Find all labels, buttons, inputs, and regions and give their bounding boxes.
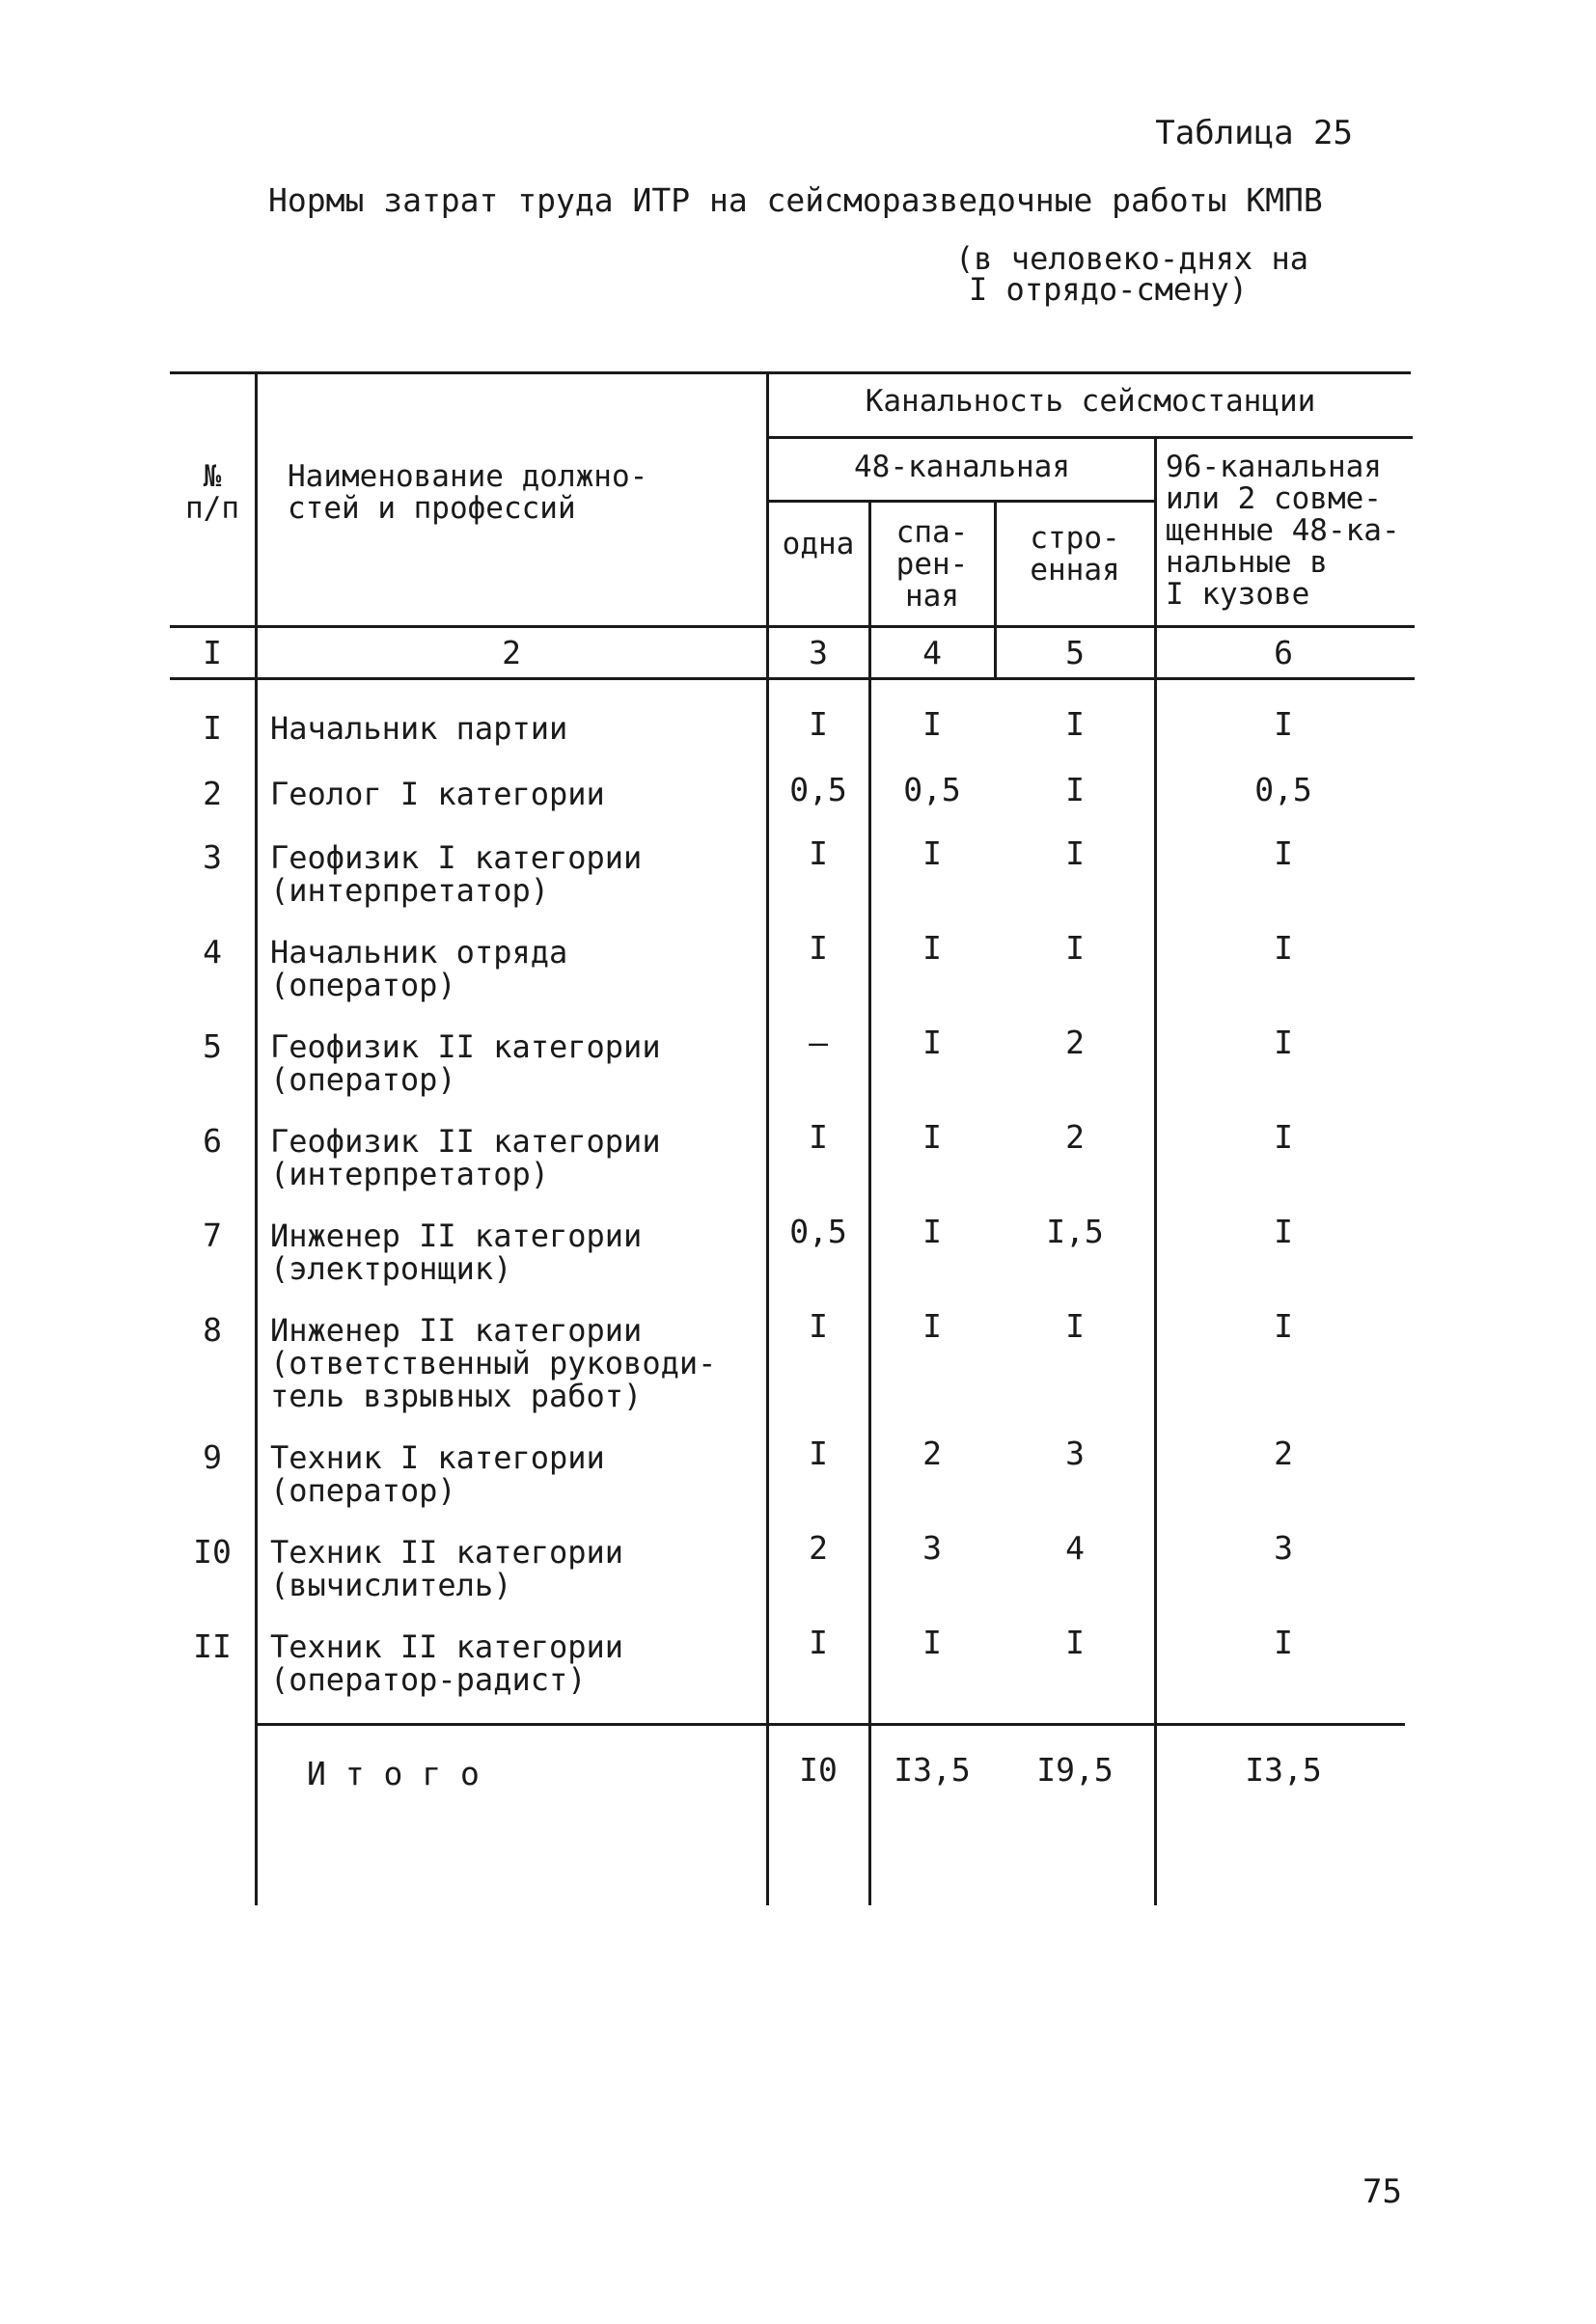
row-position-name xyxy=(270,1030,661,1096)
row-value-1: 0,5 xyxy=(789,771,847,808)
unit-note-line2: I отрядо-смену) xyxy=(969,271,1248,308)
row-value-2: I xyxy=(922,834,942,872)
row-number: I xyxy=(203,709,222,747)
row-position-name-line: Геофизик II категории xyxy=(270,1123,661,1160)
row-value-3: I xyxy=(1065,834,1085,872)
row-value-4: I xyxy=(1274,705,1293,743)
row-value-3: I xyxy=(1065,771,1085,808)
index-cell-4: 4 xyxy=(922,634,942,671)
row-value-2: I xyxy=(922,1624,942,1661)
row-value-1: I xyxy=(809,929,828,967)
row-number: 2 xyxy=(203,775,222,812)
row-position-name xyxy=(270,1219,642,1285)
row-value-4: I xyxy=(1274,1307,1293,1345)
row-position-name xyxy=(270,1125,661,1190)
row-value-1: I xyxy=(809,1435,828,1472)
row-value-2: I xyxy=(922,1118,942,1156)
row-position-name xyxy=(270,1314,716,1412)
row-position-name-line: Геолог I категории xyxy=(270,776,605,812)
row-number: 3 xyxy=(203,838,222,876)
row-value-2: I xyxy=(922,705,942,743)
index-cell-5: 5 xyxy=(1065,634,1085,671)
index-cell-2: 2 xyxy=(502,634,521,671)
header-bottom-rule xyxy=(170,625,1415,628)
total-label: И т о г о xyxy=(307,1755,480,1792)
row-number: 4 xyxy=(203,933,222,971)
row-value-4: 2 xyxy=(1274,1435,1293,1472)
row-number: 5 xyxy=(203,1027,222,1065)
row-position-name-line: (интерпретатор) xyxy=(270,1156,549,1192)
total-tripled: I9,5 xyxy=(1036,1751,1114,1789)
col-divider-1 xyxy=(255,371,258,1905)
unit-note-line1: (в человеко-днях на xyxy=(955,240,1309,277)
row-position-name-line: (оператор) xyxy=(270,967,456,1003)
row-value-2: 2 xyxy=(922,1435,942,1472)
row-value-4: 0,5 xyxy=(1254,771,1312,808)
row-number: II xyxy=(193,1627,232,1665)
row-value-3: I,5 xyxy=(1046,1213,1104,1250)
row-value-3: 2 xyxy=(1065,1024,1085,1061)
row-value-1: I xyxy=(809,1118,828,1156)
row-value-4: I xyxy=(1274,1118,1293,1156)
header-one: одна xyxy=(782,527,855,561)
row-position-name xyxy=(270,712,567,745)
total-rule xyxy=(257,1723,1405,1726)
header-tripled: стро- енная xyxy=(1030,521,1120,588)
row-value-1: – xyxy=(809,1024,828,1061)
row-number: 6 xyxy=(203,1122,222,1160)
table-label: Таблица 25 xyxy=(1155,114,1353,152)
total-paired: I3,5 xyxy=(894,1751,971,1789)
index-row-rule xyxy=(170,677,1415,680)
row-position-name-line: Геофизик II категории xyxy=(270,1028,661,1065)
row-number: I0 xyxy=(193,1533,232,1571)
row-value-1: 0,5 xyxy=(789,1213,847,1250)
row-position-name-line: (ответственный руководи- xyxy=(270,1345,717,1381)
row-value-3: I xyxy=(1065,1307,1085,1345)
row-value-4: I xyxy=(1274,1624,1293,1661)
row-position-name xyxy=(270,1536,623,1601)
index-cell-3: 3 xyxy=(809,634,828,671)
row-position-name xyxy=(270,936,567,1001)
row-value-3: 4 xyxy=(1065,1529,1085,1567)
header-name: Наименование должно- стей и профессий xyxy=(288,459,648,526)
table-top-rule xyxy=(170,371,1411,374)
row-position-name-line: Инженер II категории xyxy=(270,1312,643,1349)
index-cell-6: 6 xyxy=(1274,634,1293,671)
row-position-name-line: Инженер II категории xyxy=(270,1217,643,1254)
header-48: 48-канальная xyxy=(854,450,1070,484)
document-title: Нормы затрат труда ИТР на сейсморазведочные работы КМПВ xyxy=(268,181,1323,219)
row-number: 9 xyxy=(203,1438,222,1476)
row-value-2: I xyxy=(922,1307,942,1345)
unit-note xyxy=(955,240,1309,308)
page-number: 75 xyxy=(1362,2173,1402,2211)
row-value-4: I xyxy=(1274,929,1293,967)
header-96: 96-канальная или 2 совме- щенные 48-ка- нальные в I кузове xyxy=(1166,450,1400,612)
index-cell-1: I xyxy=(203,634,222,671)
row-value-1: I xyxy=(809,834,828,872)
row-position-name xyxy=(270,1441,605,1507)
row-number: 7 xyxy=(203,1217,222,1254)
group-header-rule xyxy=(768,436,1413,439)
row-position-name-line: (оператор-радист) xyxy=(270,1661,587,1698)
row-value-2: I xyxy=(922,929,942,967)
row-value-3: 2 xyxy=(1065,1118,1085,1156)
row-position-name-line: (оператор) xyxy=(270,1472,456,1509)
row-value-4: 3 xyxy=(1274,1529,1293,1567)
row-position-name-line: (вычислитель) xyxy=(270,1567,512,1603)
row-number: 8 xyxy=(203,1311,222,1349)
row-value-1: 2 xyxy=(809,1529,828,1567)
row-position-name xyxy=(270,841,642,907)
total-96: I3,5 xyxy=(1245,1751,1322,1789)
subgroup-rule xyxy=(768,500,1156,503)
row-value-2: 3 xyxy=(922,1529,942,1567)
row-position-name-line: (оператор) xyxy=(270,1061,456,1098)
row-value-1: I xyxy=(809,1624,828,1661)
row-value-2: I xyxy=(922,1024,942,1061)
row-value-3: I xyxy=(1065,929,1085,967)
row-position-name-line: тель взрывных работ) xyxy=(270,1378,643,1414)
row-position-name-line: (электронщик) xyxy=(270,1250,512,1287)
row-value-3: I xyxy=(1065,705,1085,743)
row-position-name-line: Техник I категории xyxy=(270,1439,605,1476)
row-value-2: I xyxy=(922,1213,942,1250)
total-one: I0 xyxy=(799,1751,838,1789)
row-position-name-line: (интерпретатор) xyxy=(270,872,549,909)
row-position-name xyxy=(270,778,605,810)
row-value-1: I xyxy=(809,705,828,743)
row-value-1: I xyxy=(809,1307,828,1345)
header-num: № п/п xyxy=(185,459,239,526)
row-position-name-line: Техник II категории xyxy=(270,1628,624,1665)
row-position-name-line: Начальник партии xyxy=(270,710,568,747)
row-position-name xyxy=(270,1630,623,1696)
row-value-3: 3 xyxy=(1065,1435,1085,1472)
row-value-4: I xyxy=(1274,834,1293,872)
row-position-name-line: Техник II категории xyxy=(270,1534,624,1571)
row-position-name-line: Геофизик I категории xyxy=(270,839,643,876)
row-position-name-line: Начальник отряда xyxy=(270,934,568,971)
row-value-4: I xyxy=(1274,1213,1293,1250)
header-paired: спа- рен- ная xyxy=(895,515,969,614)
row-value-3: I xyxy=(1065,1624,1085,1661)
row-value-4: I xyxy=(1274,1024,1293,1061)
header-group: Канальность сейсмостанции xyxy=(865,384,1316,419)
row-value-2: 0,5 xyxy=(903,771,961,808)
